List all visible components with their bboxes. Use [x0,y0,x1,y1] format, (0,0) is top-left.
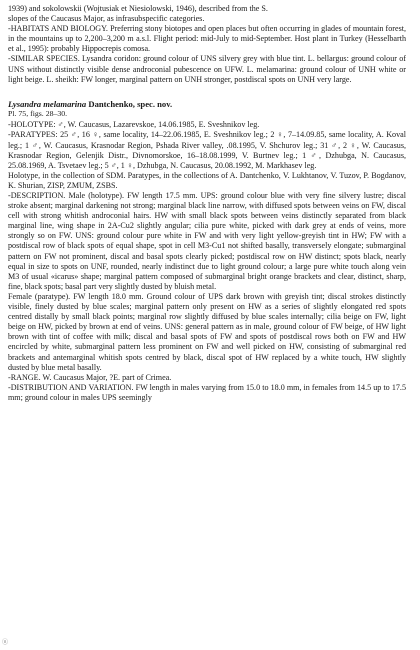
page-corner-mark: ⓤ [2,638,9,646]
species-heading [8,99,406,110]
holotype-paragraph: -HOLOTYPE: ♂, W. Caucasus, Lazarevskoe, 14.06.1985, E. Sveshnikov leg. [8,120,260,130]
deposition-paragraph: Holotype, in the collection of SDM. Paratypes, in the collections of A. Dantchenko, V. Lukhtanov, V. Tuzov, P. Bogdanov, K. Shurian, ZISP, ZMUM, ZSBS. [8,170,406,190]
top-continuation-line: 1939) and sokolowskii (Wojtusiak et Niesiolowski, 1946), described from the S. [8,4,268,13]
section-gap [8,85,406,99]
distribution-paragraph: -DISTRIBUTION AND VARIATION. FW length in males varying from 15.0 to 18.0 mm, in females from 14.5 up to 17.5 mm; ground colour in males UPS seemingly [8,382,406,402]
similar-species-paragraph: -SIMILAR SPECIES. Lysandra coridon: ground colour of UNS silvery grey with blue tint. L. bellargus: ground colour of UNS without distinctly visible dense androconial pubescence on UFW. L. melamarina: ground colour of UNH white or light beige. L. sheikh: FW longer, marginal pattern on UNH stronger, postdiscal spots on UNH very large. [8,54,406,84]
female-description-paragraph: Female (paratype). FW length 18.0 mm. Ground colour of UPS dark brown with greyish tint; discal strokes distinctly visible, finely dusted by blue scales; marginal pattern only present on HW as a series of slightly elongated red spots centred distally by small black points; marginal row slightly diffused by blue scales internally; cilia beige on FW, light beige on HW, picked by brown at end of veins. UNS: general pattern as in male, ground colour of FW beige, of HW light brown with tint of coffee with milk; discal and basal spots of FW and spots of postdiscal rows both on FW and HW encircled by white, submarginal pattern less prominent on FW and well picked on HW, consisting of submarginal red brackets and antemarginal whitish spots centred by black, discal spot of HW replaced by a white touch, HW slightly dusted by blue metal basally. [8,291,406,372]
paratypes-paragraph: -PARATYPES: 25 ♂, 16 ♀, same locality, 14–22.06.1985, E. Sveshnikov leg.; 2 ♀, 7–14.09.85, same locality, A. Koval leg.; 1 ♂, W. Caucasus, Krasnodar Region, Pshada River valley, .08.1995, V. Shchurov leg.; 31 ♂, 2 ♀, W. Caucasus, Krasnodar Region, Gelenjik Distr., Divnomorskoe, 16–18.08.1999, V. Burtnev leg.; 1 ♂, Dzhubga, N. Caucasus, 25.08.1969, A. Tsvetaev leg.; 5 ♂, 1 ♀, Dzhubga, N. Caucasus, 20.08.1992, M. Markhasev leg. [8,130,406,170]
top-continuation-line-2: slopes of the Caucasus Major, as infrasubspecific categories. [8,14,205,24]
species-name: Lysandra melamarina [8,98,87,109]
species-author-status: Dantchenko, spec. nov. [86,98,173,109]
range-paragraph: -RANGE. W. Caucasus Major, ?E. part of Crimea. [8,372,172,382]
habitats-paragraph: -HABITATS AND BIOLOGY. Preferring stony biotopes and open places but often occurring in glades of mountain forest, in the mountains up to 2,200–3,200 m a.s.l. Flight period: mid-July to mid-September. Host plant in Turkey (Hesselbarth et al., 1995): probably Hippocrepis comosa. [8,24,406,54]
plate-reference: Pl. 75, figs. 28–30. [8,109,68,119]
description-paragraph: -DESCRIPTION. Male (holotype). FW length 17.5 mm. UPS: ground colour blue with very fine silvery lustre; discal stroke absent; marginal darkening not strong; marginal black line narrow, with diffused spots between veins on FW, discal cell with strong whitish androconial hairs. HW with small black spots between veins distinctly separated from black marginal line, wing shape in 2A-Cu2 slightly angular; cilia pure white, picked with dark grey at ends of veins, more strongly so on FW. UNS: ground colour pure white in FW and with very light yellow-greyish tint in HW; FW with a postdiscal row of black spots of equal shape, spot in cell M3-Cu1 not shifted basally, transversely elongate; submarginal pattern on FW not prominent, discal and basal spots clearly picked; postdiscal row on HW distinct; spots black, nearly equal in size to spots on UNF, rounded, nearly indistinct due to light ground colour; a large pure white touch along vein M3 of usual «icarus» shape; marginal pattern composed of submarginal bright orange brackets and clear, distinct, sharp, fine, black spots; basal part very slightly dusted by bluish metal. [8,191,406,291]
